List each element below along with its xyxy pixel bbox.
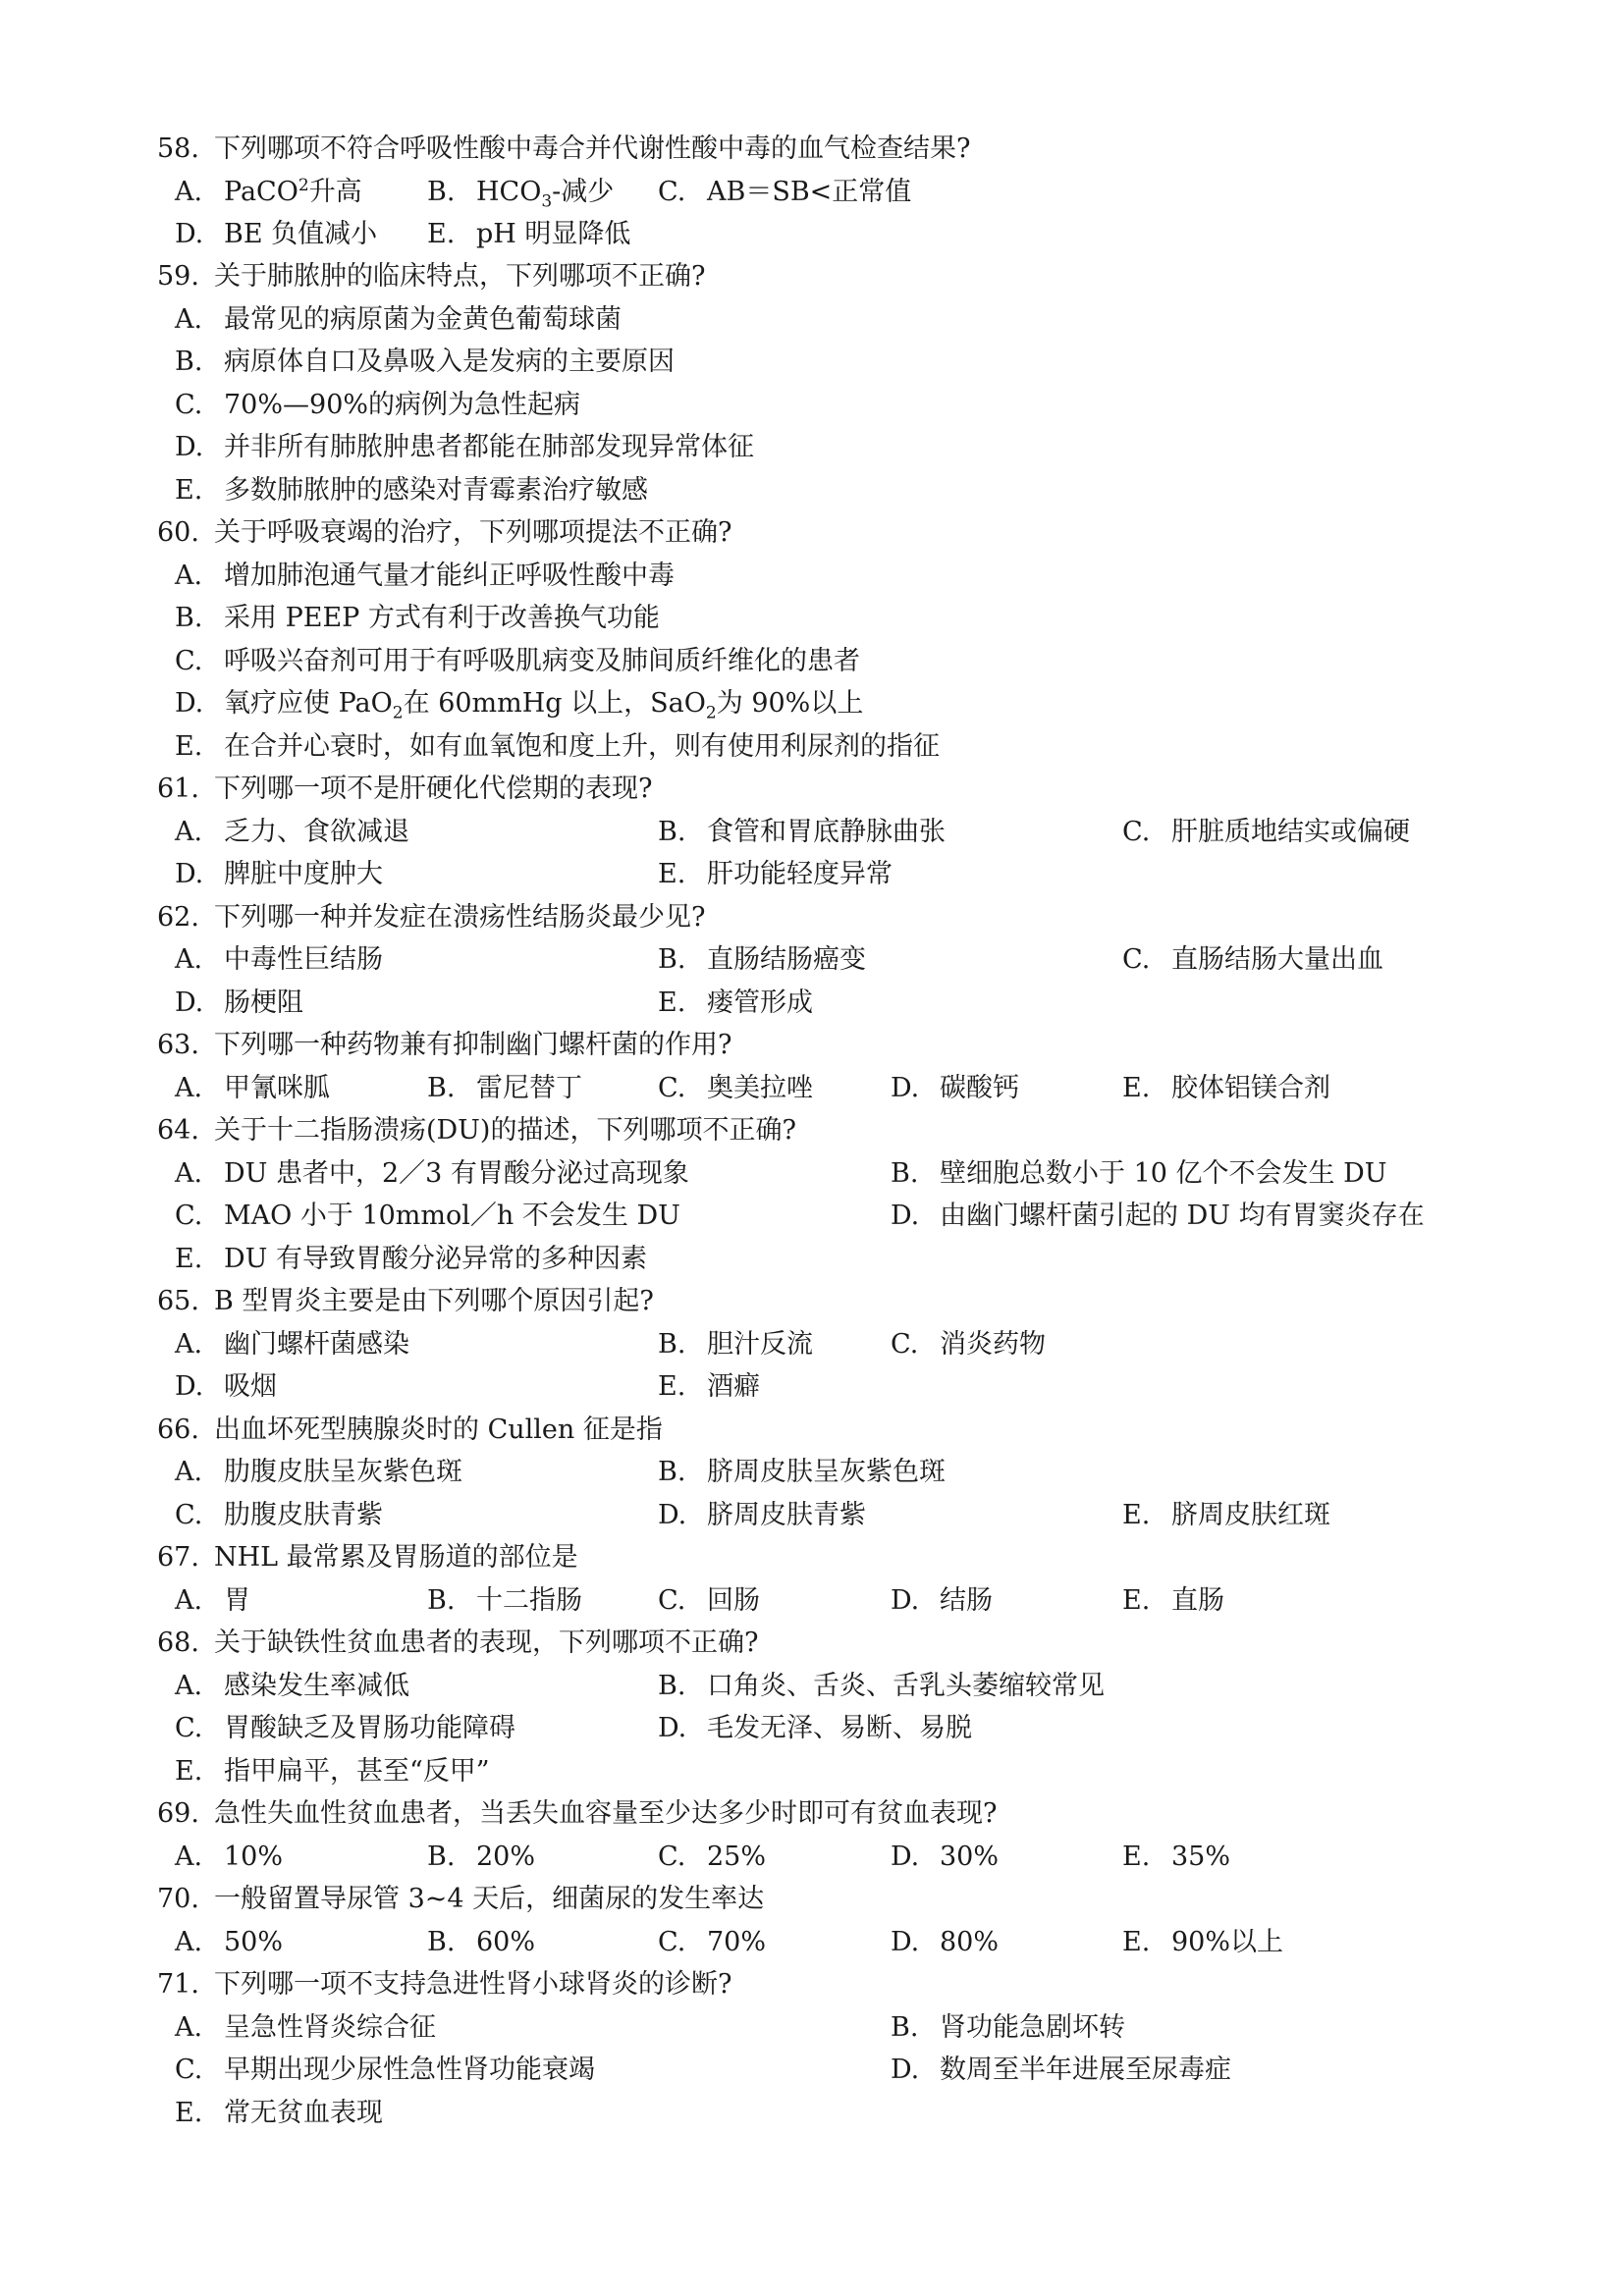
option-label: B. [175,603,203,633]
option-label: E. [1122,1500,1151,1530]
option-label: A. [175,1158,203,1189]
option-text: 氧疗应使 PaO$_2$在 60mmHg 以上，SaO$_2$为 90%以上 [224,688,864,723]
option-text: 肋腹皮肤呈灰紫色斑 [224,1457,462,1487]
option-text: 60% [476,1927,536,1957]
option-label: A. [175,1457,203,1487]
question-text: 关于缺铁性贫血患者的表现，下列哪项不正确? [214,1628,759,1658]
question-text: 下列哪一项不支持急进性肾小球肾炎的诊断? [214,1969,732,2000]
option-text: 70%—90%的病例为急性起病 [224,390,581,420]
question-text: 关于十二指肠溃疡(DU)的描述，下列哪项不正确? [214,1115,796,1146]
option-row [0,682,1624,724]
option-row [0,853,1624,895]
question-stem [0,1878,1624,1920]
option-text: MAO 小于 10mmol／h 不会发生 DU [224,1201,680,1231]
option-label: E. [1122,1073,1151,1103]
option-label: D. [891,1073,920,1103]
option-label: E. [175,731,203,762]
option-text: 口角炎、舌炎、舌乳头萎缩较常见 [707,1671,1105,1701]
option-text: 消炎药物 [940,1329,1046,1360]
question-stem [0,1024,1624,1066]
question-stem [0,255,1624,297]
option-text: $HCO_3-$减少 [476,177,615,212]
option-text: 脐周皮肤红斑 [1171,1500,1330,1530]
option-text: 胶体铝镁合剂 [1171,1073,1330,1103]
option-text: 指甲扁平，甚至“反甲” [224,1756,490,1787]
option-label: B. [891,2012,919,2043]
option-label: B. [891,1158,919,1189]
question-text: 关于肺脓肿的临床特点，下列哪项不正确? [214,261,706,292]
option-label: D. [175,859,204,889]
option-text: 中毒性巨结肠 [224,944,383,975]
option-row [0,640,1624,682]
option-text: 雷尼替丁 [476,1073,582,1103]
option-text: 70% [707,1927,767,1957]
option-text: 采用 PEEP 方式有利于改善换气功能 [224,603,660,633]
option-row [0,1836,1624,1878]
option-label: A. [175,1927,203,1957]
option-label: B. [658,1671,686,1701]
question-stem [0,1409,1624,1451]
option-label: C. [1122,944,1151,975]
option-label: C. [658,1585,686,1616]
option-text: 在合并心衰时，如有血氧饱和度上升，则有使用利尿剂的指征 [224,731,940,762]
question-stem [0,511,1624,554]
question-text: 一般留置导尿管 3~4 天后，细菌尿的发生率达 [214,1884,765,1914]
option-row [0,341,1624,383]
option-text: 肝脏质地结实或偏硬 [1171,817,1410,847]
option-label: A. [175,1671,203,1701]
option-label: B. [427,177,456,207]
option-text: 50% [224,1927,284,1957]
option-row [0,555,1624,597]
option-label: D. [175,988,204,1018]
option-label: C. [175,1713,203,1743]
option-row [0,1152,1624,1195]
option-row [0,2049,1624,2091]
option-text: 80% [940,1927,1000,1957]
option-text: 肋腹皮肤青紫 [224,1500,383,1530]
option-text: 30% [940,1842,1000,1872]
option-text: 胆汁反流 [707,1329,813,1360]
option-text: 数周至半年进展至尿毒症 [940,2055,1231,2085]
option-label: A. [175,1073,203,1103]
option-text: 乏力、食欲减退 [224,817,409,847]
option-row [0,597,1624,639]
question-stem [0,1622,1624,1664]
option-label: C. [658,1927,686,1957]
question-text: 下列哪一种并发症在溃疡性结肠炎最少见? [214,902,706,933]
question-stem [0,896,1624,938]
option-text: 并非所有肺脓肿患者都能在肺部发现异常体征 [224,432,754,462]
option-text: 甲氰咪胍 [224,1073,330,1103]
option-text: 呈急性肾炎综合征 [224,2012,436,2043]
option-label: D. [891,1585,920,1616]
option-label: A. [175,2012,203,2043]
option-row [0,469,1624,511]
option-text: 吸烟 [224,1371,277,1402]
question-text: 下列哪一种药物兼有抑制幽门螺杆菌的作用? [214,1030,732,1060]
option-label: E. [175,2098,203,2128]
option-label: B. [175,347,203,377]
option-row [0,2092,1624,2134]
option-row [0,811,1624,853]
option-label: B. [427,1927,456,1957]
option-label: C. [175,2055,203,2085]
option-label: E. [658,859,686,889]
option-row [0,213,1624,255]
option-label: A. [175,177,203,207]
option-label: E. [1122,1585,1151,1616]
question-number: 67. [157,1542,199,1573]
option-label: C. [175,390,203,420]
option-text: 胃 [224,1585,250,1616]
option-label: C. [175,646,203,676]
question-number: 68. [157,1628,199,1658]
option-text: 感染发生率减低 [224,1671,409,1701]
option-label: A. [175,561,203,591]
option-text: 早期出现少尿性急性肾功能衰竭 [224,2055,595,2085]
option-text: 回肠 [707,1585,760,1616]
option-label: E. [175,1244,203,1274]
question-stem [0,768,1624,810]
question-number: 70. [157,1884,199,1914]
option-label: E. [175,1756,203,1787]
question-text: NHL 最常累及胃肠道的部位是 [214,1542,578,1573]
option-row [0,1067,1624,1109]
option-row [0,426,1624,468]
option-label: B. [658,817,686,847]
question-stem [0,1109,1624,1151]
option-label: D. [175,432,204,462]
option-label: E. [175,475,203,506]
option-label: D. [175,1371,204,1402]
question-text: B 型胃炎主要是由下列哪个原因引起? [214,1286,654,1316]
option-label: B. [658,1329,686,1360]
option-text: 病原体自口及鼻吸入是发病的主要原因 [224,347,675,377]
option-row [0,1238,1624,1280]
option-label: C. [658,1073,686,1103]
option-row [0,384,1624,426]
option-row [0,2006,1624,2049]
option-text: 脐周皮肤青紫 [707,1500,866,1530]
option-text: 由幽门螺杆菌引起的 DU 均有胃窦炎存在 [940,1201,1425,1231]
question-number: 63. [157,1030,199,1060]
option-text: 呼吸兴奋剂可用于有呼吸肌病变及肺间质纤维化的患者 [224,646,860,676]
option-label: D. [891,2055,920,2085]
option-label: D. [175,688,204,719]
option-text: 90%以上 [1171,1927,1284,1957]
option-label: C. [175,1201,203,1231]
option-label: D. [891,1927,920,1957]
option-row [0,1451,1624,1493]
option-text: 20% [476,1842,536,1872]
option-row [0,1365,1624,1408]
option-text: 常无贫血表现 [224,2098,383,2128]
option-text: 25% [707,1842,767,1872]
question-text: 下列哪项不符合呼吸性酸中毒合并代谢性酸中毒的血气检查结果? [214,133,971,164]
option-label: C. [1122,817,1151,847]
option-text: AB＝SB<正常值 [707,177,912,207]
option-text: 直肠结肠大量出血 [1171,944,1383,975]
option-text: 脐周皮肤呈灰紫色斑 [707,1457,946,1487]
option-label: B. [427,1842,456,1872]
option-text: 肠梗阻 [224,988,303,1018]
question-number: 65. [157,1286,199,1316]
option-text: BE 负值减小 [224,219,378,249]
option-text: 10% [224,1842,284,1872]
option-text: 肝功能轻度异常 [707,859,893,889]
option-label: E. [427,219,456,249]
option-row [0,1750,1624,1792]
option-label: E. [658,1371,686,1402]
option-label: E. [1122,1927,1151,1957]
option-row [0,725,1624,768]
question-number: 61. [157,774,199,804]
option-text: 增加肺泡通气量才能纠正呼吸性酸中毒 [224,561,675,591]
option-label: A. [175,817,203,847]
option-label: A. [175,304,203,335]
option-text: 脾脏中度肿大 [224,859,383,889]
question-stem [0,1536,1624,1578]
option-label: A. [175,1842,203,1872]
option-label: D. [658,1713,687,1743]
option-label: D. [891,1201,920,1231]
question-number: 62. [157,902,199,933]
option-text: 胃酸缺乏及胃肠功能障碍 [224,1713,515,1743]
option-label: D. [175,219,204,249]
question-stem [0,1963,1624,2005]
option-text: 多数肺脓肿的感染对青霉素治疗敏感 [224,475,648,506]
question-number: 64. [157,1115,199,1146]
option-label: C. [175,1500,203,1530]
option-text: 食管和胃底静脉曲张 [707,817,946,847]
option-row [0,1323,1624,1365]
question-number: 60. [157,517,199,548]
question-number: 66. [157,1415,199,1445]
option-label: B. [658,944,686,975]
option-text: DU 有导致胃酸分泌异常的多种因素 [224,1244,647,1274]
option-text: 35% [1171,1842,1231,1872]
option-text: 十二指肠 [476,1585,582,1616]
question-number: 69. [157,1798,199,1829]
option-text: 最常见的病原菌为金黄色葡萄球菌 [224,304,622,335]
option-text: 奥美拉唑 [707,1073,813,1103]
question-text: 下列哪一项不是肝硬化代偿期的表现? [214,774,653,804]
option-text: PaCO$^2$升高 [224,176,362,207]
option-label: A. [175,1329,203,1360]
option-label: C. [658,177,686,207]
option-label: E. [658,988,686,1018]
option-label: C. [658,1842,686,1872]
question-number: 59. [157,261,199,292]
option-text: 幽门螺杆菌感染 [224,1329,409,1360]
option-row [0,298,1624,341]
option-row [0,1921,1624,1963]
option-row [0,982,1624,1024]
option-text: 直肠结肠癌变 [707,944,866,975]
question-stem [0,1792,1624,1835]
option-label: D. [891,1842,920,1872]
question-stem [0,1280,1624,1322]
option-text: 肾功能急剧坏转 [940,2012,1125,2043]
question-text: 关于呼吸衰竭的治疗，下列哪项提法不正确? [214,517,732,548]
option-row [0,1665,1624,1707]
option-text: 直肠 [1171,1585,1224,1616]
option-text: 碳酸钙 [940,1073,1019,1103]
option-label: D. [658,1500,687,1530]
option-label: B. [427,1585,456,1616]
question-text: 急性失血性贫血患者，当丢失血容量至少达多少时即可有贫血表现? [214,1798,998,1829]
option-label: B. [427,1073,456,1103]
option-text: 瘘管形成 [707,988,813,1018]
question-text: 出血坏死型胰腺炎时的 Cullen 征是指 [214,1415,663,1445]
option-text: 酒癖 [707,1371,760,1402]
option-label: A. [175,1585,203,1616]
option-text: pH 明显降低 [476,219,631,249]
option-row [0,171,1624,213]
option-label: C. [891,1329,919,1360]
option-text: 毛发无泽、易断、易脱 [707,1713,972,1743]
option-text: 壁细胞总数小于 10 亿个不会发生 DU [940,1158,1387,1189]
option-row [0,1494,1624,1536]
question-stem [0,128,1624,170]
option-row [0,1579,1624,1622]
question-number: 71. [157,1969,199,2000]
option-row [0,938,1624,981]
option-label: E. [1122,1842,1151,1872]
option-text: 结肠 [940,1585,993,1616]
option-label: A. [175,944,203,975]
question-number: 58. [157,133,199,164]
option-row [0,1707,1624,1749]
option-row [0,1195,1624,1237]
option-text: DU 患者中，2／3 有胃酸分泌过高现象 [224,1158,689,1189]
option-label: B. [658,1457,686,1487]
